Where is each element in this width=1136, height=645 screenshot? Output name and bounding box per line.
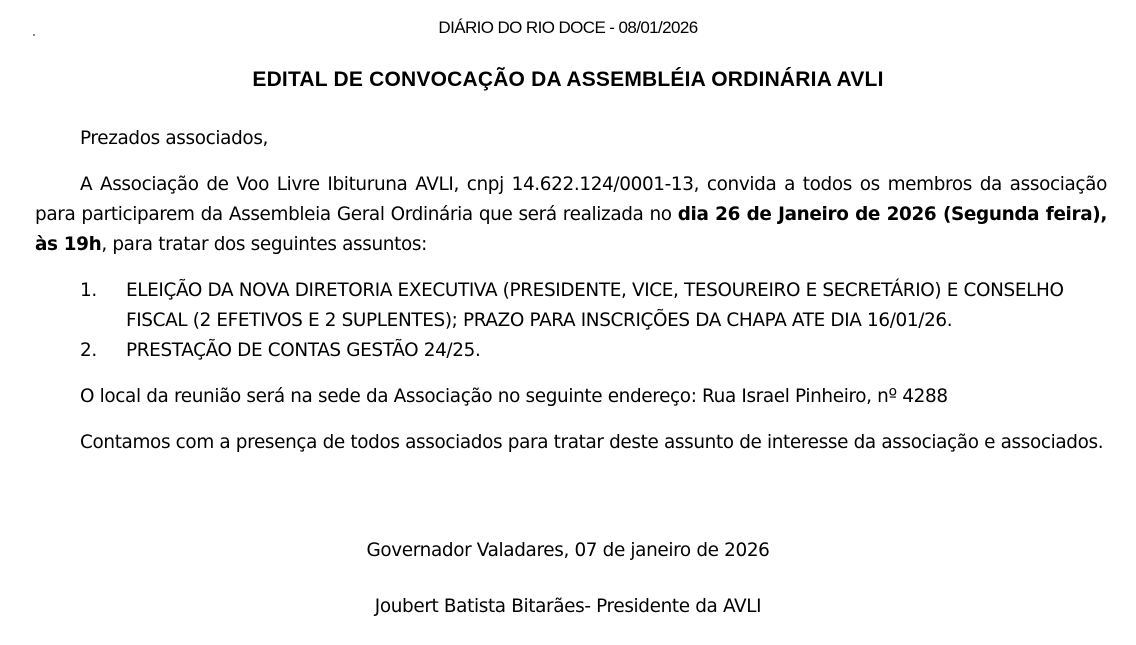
- closing-paragraph: Contamos com a presença de todos associados para tratar deste assunto de interesse da associação e associados.: [80, 432, 1104, 453]
- agenda-item-number: 2.: [80, 340, 97, 361]
- signer-name: Joubert Batista Bitarães- Presidente da AVLI: [374, 596, 762, 617]
- location-paragraph: O local da reunião será na sede da Associação no seguinte endereço: Rua Israel Pinheiro, nº 4288: [80, 386, 948, 407]
- agenda-item-text: ELEIÇÃO DA NOVA DIRETORIA EXECUTIVA (PRESIDENTE, VICE, TESOUREIRO E SECRETÁRIO) E CONSELHO FISCAL (2 EFETIVOS E 2 SUPLENTES); PRAZO PARA INSCRIÇÕES DA CHAPA ATE DIA 16/01/26.: [126, 280, 1064, 331]
- agenda-item-number: 1.: [80, 280, 97, 301]
- newspaper-masthead: DIÁRIO DO RIO DOCE - 08/01/2026: [438, 18, 698, 37]
- agenda-list: [35, 276, 1107, 366]
- greeting: Prezados associados,: [80, 128, 269, 149]
- agenda-item-text: PRESTAÇÃO DE CONTAS GESTÃO 24/25.: [126, 340, 481, 361]
- agenda-item: [35, 336, 1107, 366]
- intro-text-start: A Associação de Voo Livre Ibituruna AVLI, cnpj 14.622.124/0001-13, convida a todos os membros da associação para participarem da Assembleia Geral Ordinária que será realizada no: [35, 174, 1107, 225]
- meeting-date: dia 26 de Janeiro de 2026 (Segunda feira), às 19h: [35, 204, 1107, 255]
- document-title: EDITAL DE CONVOCAÇÃO DA ASSEMBLÉIA ORDINÁRIA AVLI: [252, 68, 884, 91]
- place-date: Governador Valadares, 07 de janeiro de 2026: [366, 540, 770, 561]
- intro-paragraph: [35, 170, 1107, 260]
- intro-text-end: , para tratar dos seguintes assuntos:: [101, 234, 427, 255]
- document-body: [35, 124, 1107, 458]
- agenda-item: [35, 276, 1107, 336]
